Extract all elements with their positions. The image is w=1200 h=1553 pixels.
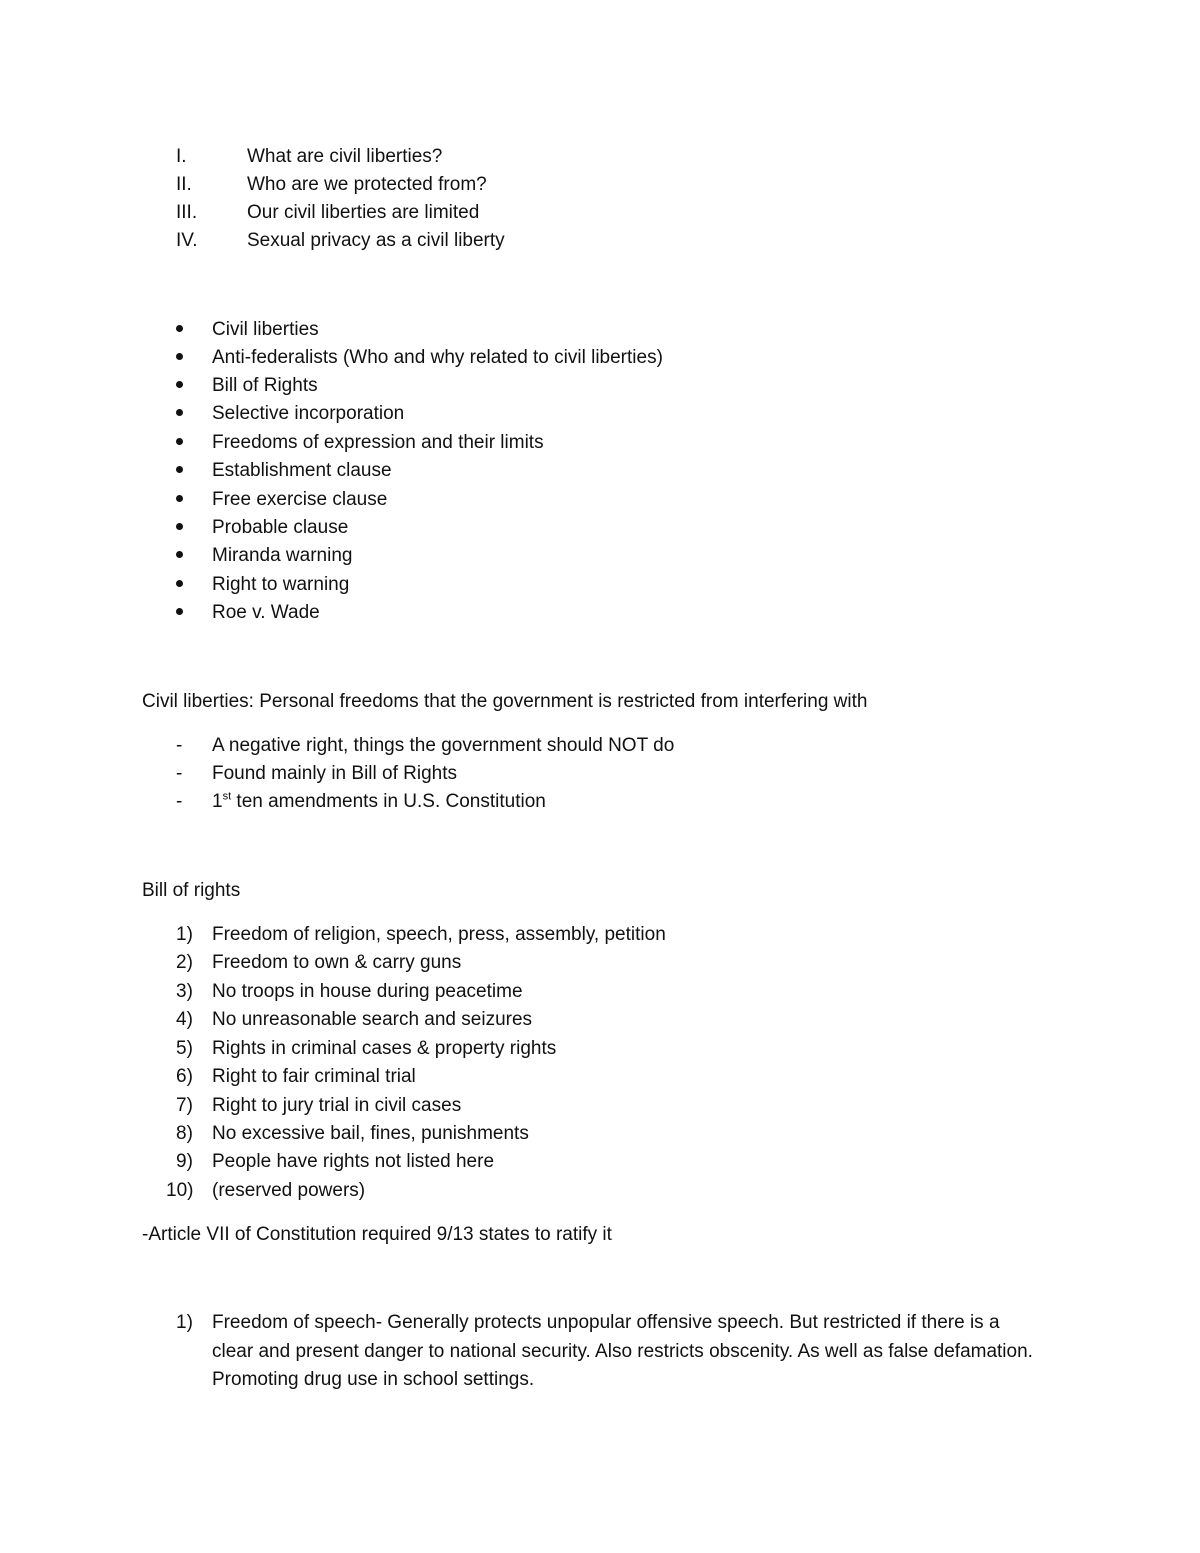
ordinal-suffix: st bbox=[222, 790, 232, 803]
topic-item: Bill of Rights bbox=[212, 375, 318, 396]
list-number: 8) bbox=[176, 1123, 193, 1144]
bullet-icon bbox=[176, 353, 183, 360]
topic-item: Selective incorporation bbox=[212, 403, 405, 424]
civil-liberties-point: Found mainly in Bill of Rights bbox=[212, 763, 457, 784]
topic-item: Civil liberties bbox=[212, 319, 319, 340]
bullet-icon bbox=[176, 409, 183, 416]
ratification-note: -Article VII of Constitution required 9/13 states to ratify it bbox=[142, 1224, 612, 1245]
list-item: Right to jury trial in civil cases bbox=[212, 1095, 462, 1116]
list-item: Right to fair criminal trial bbox=[212, 1066, 416, 1087]
topic-item: Free exercise clause bbox=[212, 489, 388, 510]
topic-item: Miranda warning bbox=[212, 545, 353, 566]
list-item: Freedom to own & carry guns bbox=[212, 952, 462, 973]
list-number: 4) bbox=[176, 1009, 193, 1030]
topic-item: Right to warning bbox=[212, 574, 350, 595]
list-number: 3) bbox=[176, 981, 193, 1002]
topic-item: Anti-federalists (Who and why related to civil liberties) bbox=[212, 347, 663, 368]
list-number: 2) bbox=[176, 952, 193, 973]
list-number: 9) bbox=[176, 1151, 193, 1172]
list-item: No unreasonable search and seizures bbox=[212, 1009, 533, 1030]
list-item: Rights in criminal cases & property rights bbox=[212, 1038, 557, 1059]
point-text: ten amendments in U.S. Constitution bbox=[231, 791, 546, 812]
civil-liberties-point: A negative right, things the government should NOT do bbox=[212, 735, 675, 756]
bullet-icon bbox=[176, 466, 183, 473]
bill-of-rights-heading: Bill of rights bbox=[142, 880, 241, 901]
list-item: (reserved powers) bbox=[212, 1180, 366, 1201]
speech-paragraph: Freedom of speech- Generally protects unpopular offensive speech. But restricted if there is a clear and present danger to national security. Also restricts obscenity. As well as false defamation. Promoting drug use in school settings. bbox=[212, 1312, 1033, 1390]
list-number: 1) bbox=[176, 924, 193, 945]
list-number: 1) bbox=[176, 1312, 193, 1333]
list-number: 6) bbox=[176, 1066, 193, 1087]
list-item: People have rights not listed here bbox=[212, 1151, 495, 1172]
civil-liberties-point bbox=[212, 790, 546, 814]
outline-item: Our civil liberties are limited bbox=[247, 202, 480, 223]
outline-item: What are civil liberties? bbox=[247, 146, 443, 167]
outline-item: Who are we protected from? bbox=[247, 174, 487, 195]
topic-item: Probable clause bbox=[212, 517, 349, 538]
list-item: No excessive bail, fines, punishments bbox=[212, 1123, 529, 1144]
outline-num: II. bbox=[176, 174, 192, 195]
list-item: No troops in house during peacetime bbox=[212, 981, 523, 1002]
civil-liberties-heading: Civil liberties: Personal freedoms that the government is restricted from interfering with bbox=[142, 691, 868, 712]
bullet-icon bbox=[176, 523, 183, 530]
topic-item: Establishment clause bbox=[212, 460, 392, 481]
list-number: 10) bbox=[166, 1180, 194, 1201]
bullet-icon bbox=[176, 325, 183, 332]
dash-marker: - bbox=[176, 791, 183, 812]
ordinal-number: 1 bbox=[212, 791, 223, 812]
bullet-icon bbox=[176, 551, 183, 558]
list-item: Freedom of religion, speech, press, assembly, petition bbox=[212, 924, 666, 945]
outline-num: III. bbox=[176, 202, 198, 223]
list-number: 7) bbox=[176, 1095, 193, 1116]
topic-item: Roe v. Wade bbox=[212, 602, 320, 623]
dash-marker: - bbox=[176, 763, 183, 784]
outline-num: IV. bbox=[176, 230, 198, 251]
bullet-icon bbox=[176, 608, 183, 615]
bullet-icon bbox=[176, 580, 183, 587]
bullet-icon bbox=[176, 438, 183, 445]
outline-item: Sexual privacy as a civil liberty bbox=[247, 230, 505, 251]
dash-marker: - bbox=[176, 735, 183, 756]
outline-num: I. bbox=[176, 146, 187, 167]
bullet-icon bbox=[176, 495, 183, 502]
bullet-icon bbox=[176, 381, 183, 388]
topic-item: Freedoms of expression and their limits bbox=[212, 432, 544, 453]
list-number: 5) bbox=[176, 1038, 193, 1059]
